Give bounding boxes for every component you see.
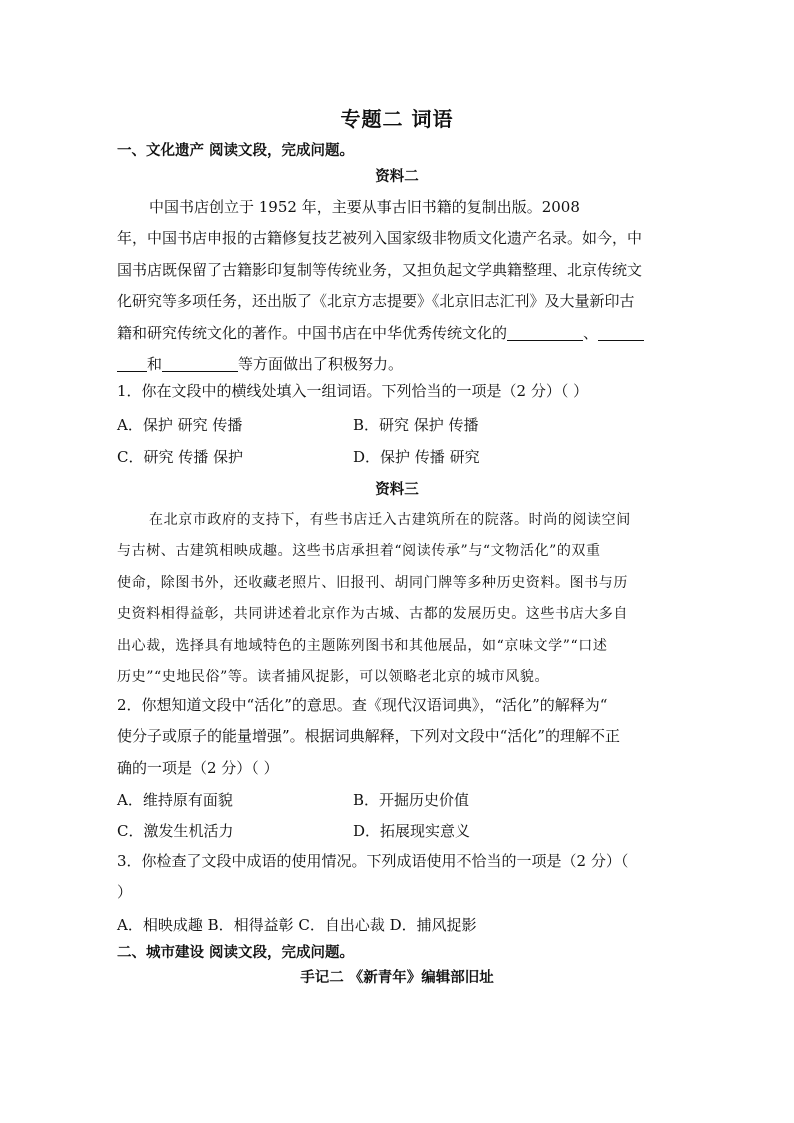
q1-option-c: C．研究 传播 保护 xyxy=(117,448,244,466)
question-1-stem: 1．你在文段中的横线处填入一组词语。下列恰当的一项是（2 分）（ ） xyxy=(117,382,589,400)
text-line: 出心裁，选择具有地域特色的主题陈列图书和其他展品，如“京味文学”“口述 xyxy=(117,637,608,654)
question-1 xyxy=(117,376,682,407)
q3-options: A．相映成趣 B．相得益彰 C．自出心裁 D．捕风捉影 xyxy=(117,916,477,934)
question-2-stem-line: 使分子或原子的能量增强”。根据词典解释，下列对文段中“活化”的理解不正 xyxy=(117,727,621,746)
text-line: 历史”“史地民俗”等。读者捕风捉影，可以领略老北京的城市风貌。 xyxy=(117,668,550,685)
text-line: 中国书店创立于 1952 年，主要从事古旧书籍的复制出版。2008 xyxy=(149,198,580,216)
q1-option-b: B．研究 保护 传播 xyxy=(353,416,479,434)
material-3-paragraph xyxy=(117,505,677,693)
text-segment: 籍和研究传统文化的著作。中国书店在中华优秀传统文化的 xyxy=(117,323,508,342)
fill-blank-3 xyxy=(162,353,238,372)
q2-option-c: C．激发生机活力 xyxy=(117,822,234,840)
fill-blank-1 xyxy=(507,322,583,341)
text-line: 在北京市政府的支持下，有些书店迁入古建筑所在的院落。时尚的阅读空间 xyxy=(149,512,631,528)
text-line: 使命，除图书外，还收藏老照片、旧报刊、胡同门牌等多种历史资料。图书与历 xyxy=(117,574,628,591)
q2-option-b: B．开掘历史价值 xyxy=(353,791,470,809)
section-heading-2: 二、城市建设 阅读文段，完成问题。 xyxy=(117,945,355,961)
text-line xyxy=(117,318,677,349)
note-2-heading: 手记二 《新青年》编辑部旧址 xyxy=(300,970,494,986)
question-3-stem-line: ） xyxy=(117,883,133,902)
material-3-heading: 资料三 xyxy=(375,482,419,498)
q2-option-d: D．拓展现实意义 xyxy=(353,822,471,840)
material-2-heading: 资料二 xyxy=(375,169,419,185)
text-segment: 和 xyxy=(147,354,163,373)
page-title: 专题二 词语 xyxy=(340,107,454,131)
text-line: 化研究等多项任务，还出版了《北京方志提要》《北京旧志汇刊》及大量新印古 xyxy=(117,292,635,311)
text-line: 年，中国书店申报的古籍修复技艺被列入国家级非物质文化遗产名录。如今，中 xyxy=(117,229,643,248)
text-line: 史资料相得益彰，共同讲述着北京作为古城、古都的发展历史。这些书店大多自 xyxy=(117,606,628,623)
q1-option-a: A．保护 研究 传播 xyxy=(117,416,243,434)
text-segment: 等方面做出了积极努力。 xyxy=(238,354,404,373)
text-line: 与古树、古建筑相映成趣。这些书店承担着“阅读传承”与“文物活化”的双重 xyxy=(117,543,601,560)
question-3-stem-line: 3．你检查了文段中成语的使用情况。下列成语使用不恰当的一项是（2 分）（ xyxy=(117,852,629,870)
question-2-stem-line: 2．你想知道文段中“活化”的意思。查《现代汉语词典》，“活化”的解释为“ xyxy=(117,696,608,714)
separator: 、 xyxy=(583,323,599,342)
material-2-paragraph xyxy=(117,192,677,380)
question-2-stem-line: 确的一项是（2 分）（ ） xyxy=(117,758,279,777)
section-heading-1: 一、文化遗产 阅读文段，完成问题。 xyxy=(117,143,355,159)
question-3 xyxy=(117,846,682,909)
q2-option-a: A．维持原有面貌 xyxy=(117,791,233,809)
text-line: 国书店既保留了古籍影印复制等传统业务，又担负起文学典籍整理、北京传统文 xyxy=(117,260,643,279)
fill-blank-2a xyxy=(598,322,644,341)
question-2 xyxy=(117,690,682,784)
q1-option-d: D．保护 传播 研究 xyxy=(353,448,480,466)
fill-blank-2b xyxy=(117,353,147,372)
